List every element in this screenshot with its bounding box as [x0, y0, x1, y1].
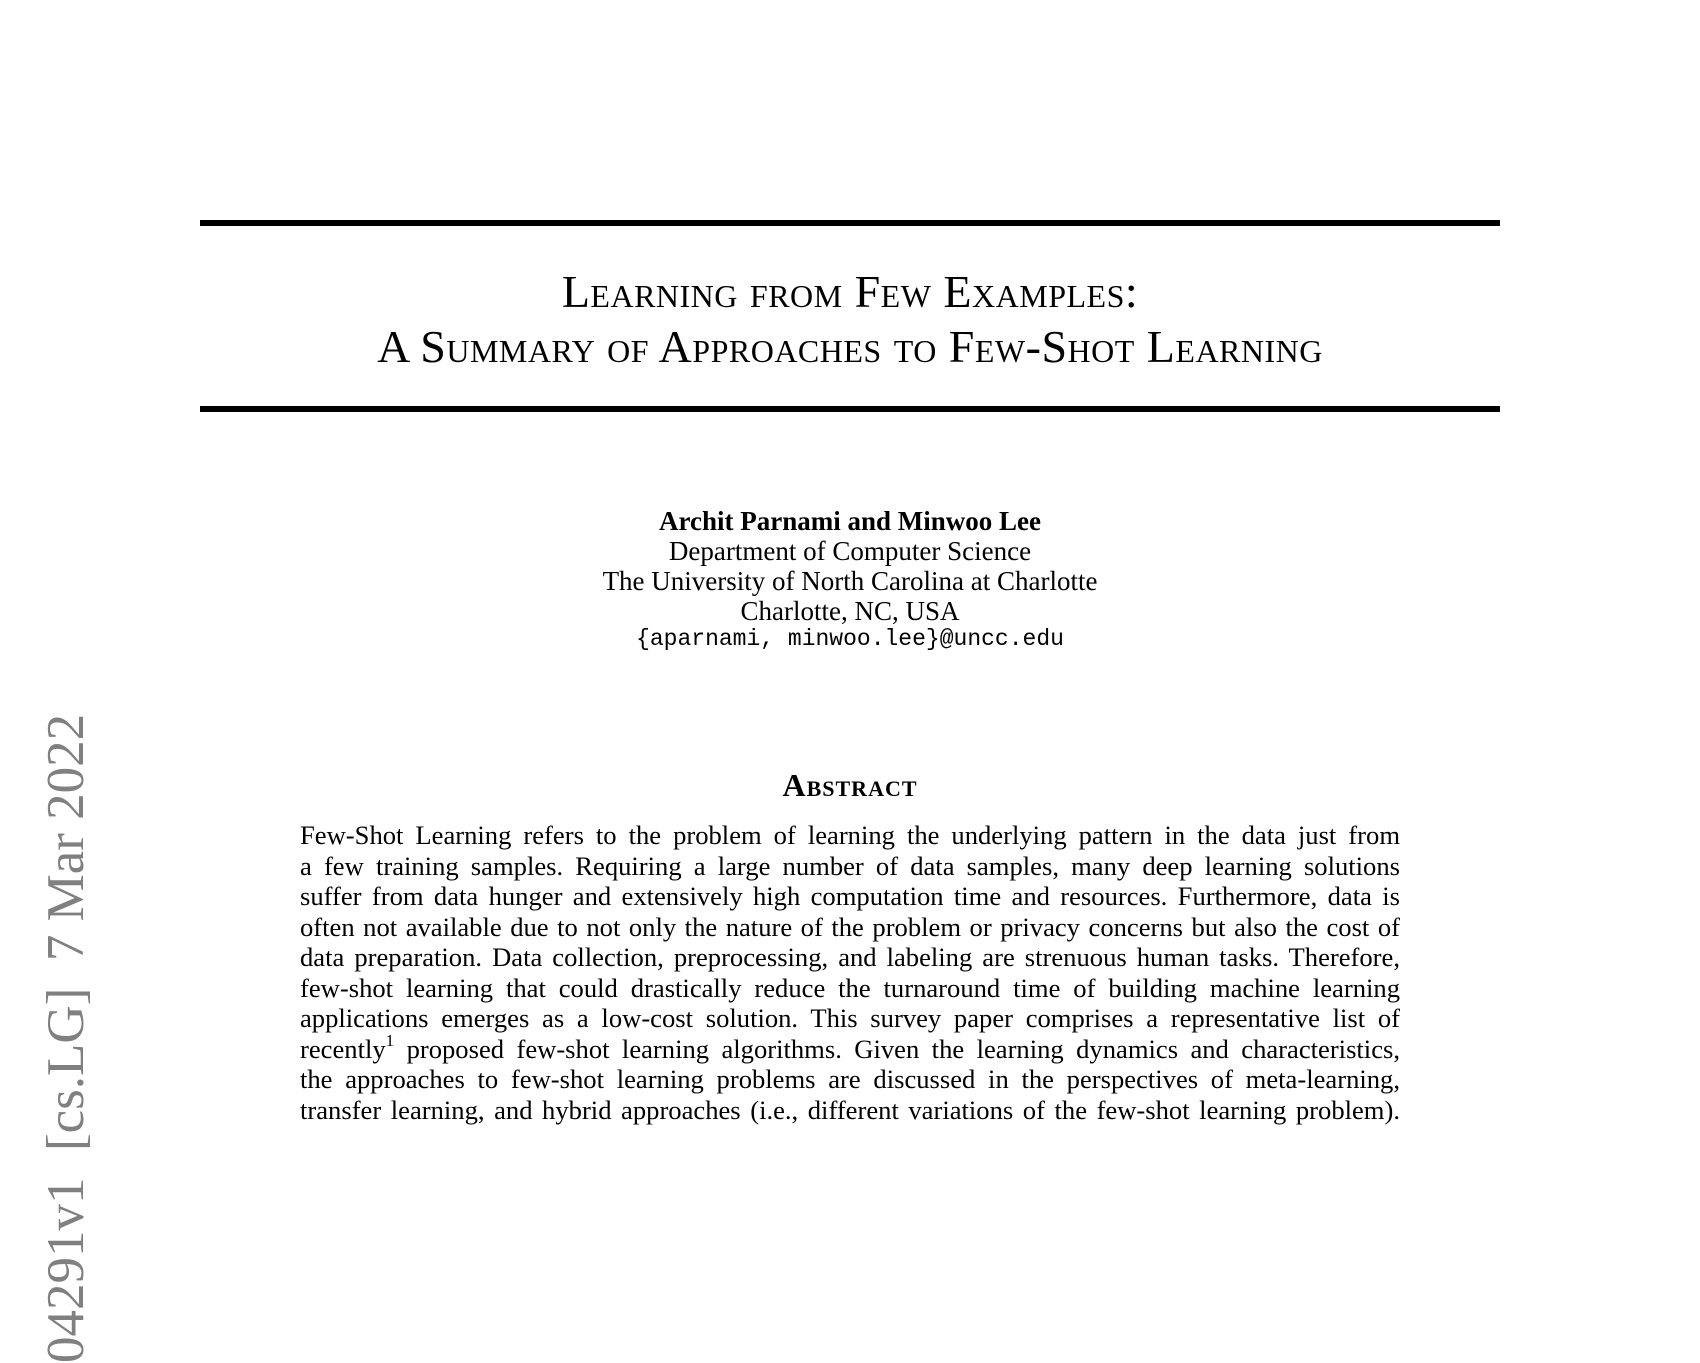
- abstract-text: proposed few-shot learning algorithms. Given the learning dynamics and characteristics,: [406, 1033, 1400, 1064]
- abstract-line: data preparation. Data collection, preprocessing, and labeling are strenuous human tasks. Therefore,: [300, 942, 1400, 972]
- abstract-line: transfer learning, and hybrid approaches (i.e., different variations of the few-shot learning problem).: [300, 1094, 1400, 1125]
- author-location: Charlotte, NC, USA: [740, 596, 960, 626]
- abstract-body: [300, 820, 1400, 1125]
- paper-title-line-1: Learning from Few Examples:: [561, 266, 1139, 317]
- title-bottom-rule: [200, 406, 1500, 412]
- abstract-line: suffer from data hunger and extensively high computation time and resources. Furthermore, data is: [300, 881, 1400, 911]
- title-top-rule: [200, 220, 1500, 226]
- author-university: The University of North Carolina at Charlotte: [602, 566, 1098, 596]
- abstract-heading: Abstract: [782, 767, 918, 803]
- abstract-text: recently: [300, 1033, 386, 1064]
- abstract-line: applications emerges as a low-cost solution. This survey paper comprises a representative list of: [300, 1003, 1400, 1033]
- paper-title: [200, 264, 1500, 374]
- abstract-line: Few-Shot Learning refers to the problem of learning the underlying pattern in the data just from: [300, 820, 1400, 850]
- abstract-line-with-footnote: [300, 1030, 1400, 1065]
- author-email: {aparnami, minwoo.lee}@uncc.edu: [636, 626, 1064, 652]
- abstract-line: the approaches to few-shot learning problems are discussed in the perspectives of meta-learning,: [300, 1064, 1400, 1094]
- abstract-line: a few training samples. Requiring a large number of data samples, many deep learning solutions: [300, 850, 1400, 881]
- author-names: Archit Parnami and Minwoo Lee: [659, 506, 1041, 536]
- author-department: Department of Computer Science: [668, 536, 1032, 566]
- arxiv-identifier-stamp: 04291v1 [cs.LG] 7 Mar 2022: [37, 713, 95, 1363]
- footnote-marker[interactable]: 1: [385, 1030, 395, 1050]
- paper-title-line-2: A Summary of Approaches to Few-Shot Learning: [377, 321, 1323, 372]
- abstract-line: few-shot learning that could drastically reduce the turnaround time of building machine learning: [300, 972, 1400, 1003]
- abstract-line: often not available due to not only the nature of the problem or privacy concerns but also the cost of: [300, 911, 1400, 942]
- author-block: [200, 506, 1500, 653]
